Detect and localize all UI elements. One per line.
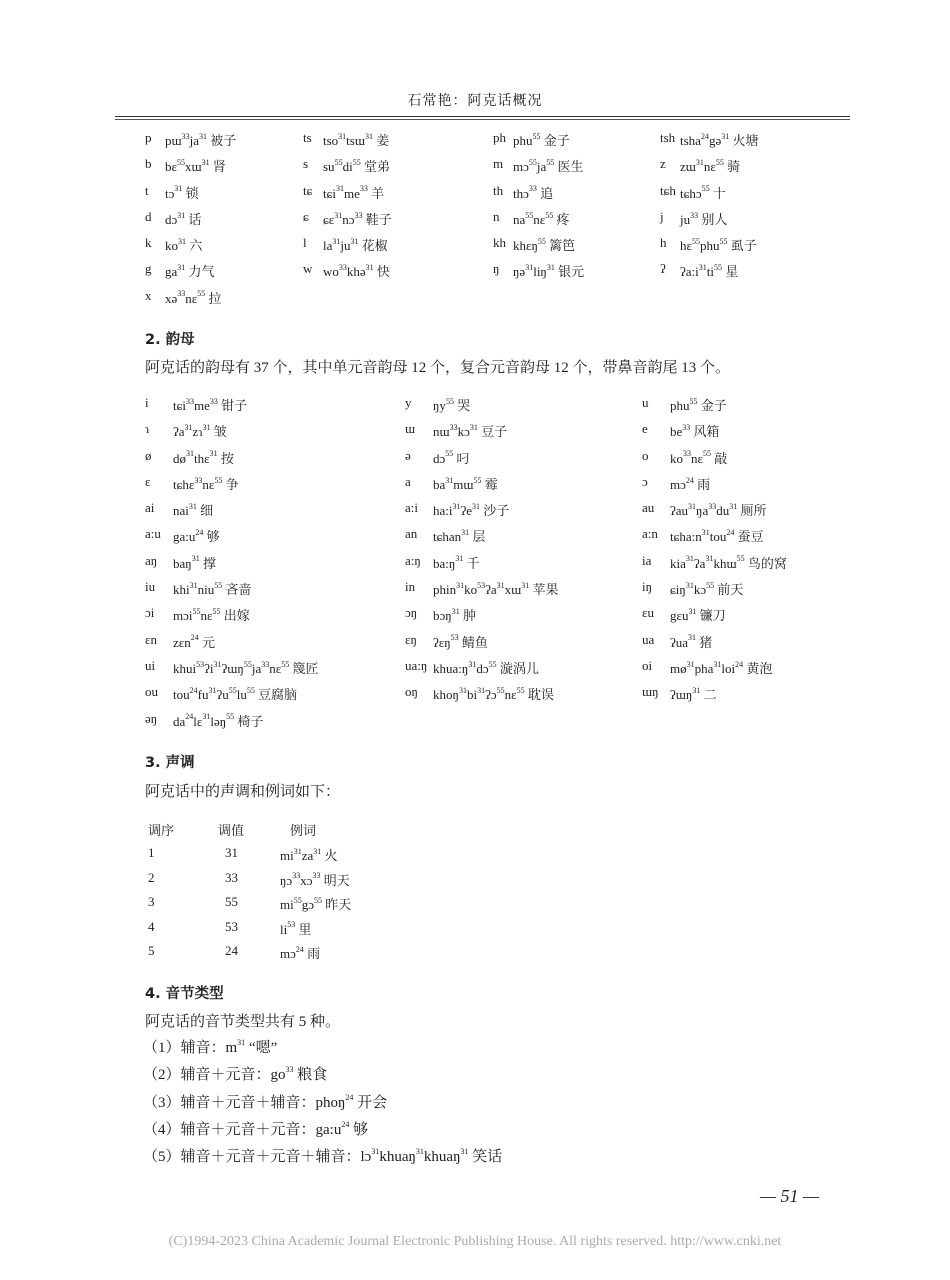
phoneme-symbol: e	[642, 421, 648, 437]
phoneme-entry	[145, 579, 252, 598]
phoneme-example: $pɯ^{33}ja^{31}$ 被子	[165, 131, 237, 148]
phoneme-entry	[303, 182, 385, 201]
phoneme-entry	[145, 631, 215, 650]
phoneme-example: ʔɛŋ$^{53}$ 鲭鱼	[433, 633, 488, 650]
phoneme-symbol: ɕ	[303, 208, 309, 224]
phoneme-example: kia$^{31}$ʔa$^{31}$khɯ$^{55}$ 鸟的窝	[670, 554, 787, 571]
phoneme-example: bɛ$^{55}$xɯ$^{31}$ 肾	[165, 157, 226, 175]
phoneme-example: tɕhan$^{31}$ 层	[433, 528, 486, 545]
phoneme-symbol: h	[660, 235, 667, 251]
phoneme-example: $tɕi^{33}me^{33}$ 钳子	[173, 396, 248, 413]
phoneme-entry	[145, 130, 237, 148]
tone-value: 33	[225, 869, 238, 885]
phoneme-example: $be^{33}$ 风箱	[670, 422, 720, 440]
phoneme-example: $na^{55}nɛ^{55}$ 疼	[513, 210, 570, 227]
phoneme-entry	[145, 526, 220, 545]
phoneme-entry	[405, 605, 476, 624]
phoneme-entry	[493, 156, 584, 175]
phoneme-symbol: th	[493, 182, 504, 198]
phoneme-entry	[660, 235, 757, 254]
phoneme-entry	[660, 130, 759, 148]
phoneme-symbol: ŋ	[493, 261, 500, 277]
phoneme-example: ʔua$^{31}$ 猪	[670, 633, 713, 650]
phoneme-example: $ju^{33}$ 别人	[680, 210, 728, 227]
tone-order: 2	[148, 869, 155, 885]
phoneme-example: baŋ$^{31}$ 撑	[173, 554, 216, 571]
phoneme-symbol: a:u	[145, 526, 161, 542]
running-head: 石常艳：阿克话概况	[407, 94, 543, 109]
phoneme-symbol: ɔi	[145, 605, 155, 621]
phoneme-symbol: t	[145, 182, 149, 198]
phoneme-entry	[642, 473, 711, 492]
phoneme-symbol: aŋ	[145, 552, 158, 568]
tone-value: 53	[225, 918, 238, 934]
phoneme-symbol: s	[303, 156, 309, 172]
phoneme-entry	[660, 208, 728, 227]
phoneme-symbol: y	[405, 395, 412, 410]
phoneme-entry	[405, 421, 508, 440]
page-number: — 51 —	[760, 1186, 820, 1206]
phoneme-entry	[642, 500, 767, 519]
phoneme-example: $dø^{31}thɛ^{31}$ 按	[173, 449, 234, 466]
phoneme-example: ŋə$^{31}$liŋ$^{31}$ 银元	[513, 263, 585, 280]
phoneme-symbol: ɛu	[642, 605, 654, 621]
phoneme-entry	[405, 447, 470, 466]
phoneme-symbol: u	[642, 395, 649, 410]
phoneme-symbol: ɯ	[405, 421, 416, 437]
phoneme-symbol: ua	[642, 631, 655, 647]
section-3-heading: 3. 声调	[145, 755, 195, 771]
phoneme-example: $su^{55}di^{55}$ 堂弟	[323, 157, 390, 175]
phoneme-symbol: ph	[493, 130, 506, 145]
phoneme-symbol: ɛŋ	[405, 631, 417, 647]
section-2-heading: 2. 韵母	[145, 332, 195, 348]
phoneme-entry	[145, 447, 234, 466]
phoneme-symbol: an	[405, 526, 418, 542]
phoneme-example: $la^{31}ju^{31}$ 花椒	[323, 236, 388, 254]
phoneme-example: dɔ$^{31}$ 话	[165, 210, 202, 227]
phoneme-symbol: n	[493, 208, 500, 224]
phoneme-entry	[145, 235, 203, 254]
tone-header-order: 调序	[148, 823, 175, 838]
phoneme-symbol: tɕ	[303, 182, 313, 198]
phoneme-entry	[145, 500, 214, 519]
phoneme-entry	[642, 631, 713, 650]
phoneme-example: khi$^{31}$niu$^{55}$ 吝啬	[173, 580, 252, 598]
phoneme-symbol: o	[642, 447, 649, 463]
phoneme-symbol: p	[145, 130, 152, 145]
phoneme-symbol: ia	[642, 552, 652, 568]
phoneme-entry	[642, 447, 728, 466]
phoneme-symbol: l	[303, 235, 307, 251]
phoneme-entry	[493, 130, 570, 148]
phoneme-example: tɔ$^{31}$ 锁	[165, 184, 199, 201]
phoneme-entry	[303, 261, 390, 280]
syllable-type-item: （1）辅音：$m^{31}$ “嗯”	[143, 1038, 278, 1056]
phoneme-symbol: ɛn	[145, 631, 157, 647]
phoneme-symbol: ui	[145, 657, 156, 673]
phoneme-symbol: ɯŋ	[642, 684, 659, 700]
tone-header-example: 例词	[290, 823, 317, 838]
phoneme-symbol: j	[660, 208, 664, 224]
phoneme-example: mɔ$^{24}$ 雨	[670, 475, 711, 492]
phoneme-example: dɔ$^{55}$ 叼	[433, 449, 470, 466]
phoneme-entry	[493, 261, 585, 280]
phoneme-entry	[405, 500, 510, 519]
phoneme-symbol: əŋ	[145, 710, 158, 726]
phoneme-example: $ha:i^{31}ʔe^{31}$ 沙子	[433, 501, 510, 519]
phoneme-entry	[145, 552, 216, 571]
phoneme-entry	[145, 182, 199, 201]
header-rule	[115, 116, 850, 117]
phoneme-entry	[660, 156, 741, 175]
phoneme-entry	[303, 130, 390, 148]
phoneme-example: nai$^{31}$ 细	[173, 501, 214, 519]
phoneme-example: ɕiŋ$^{31}$kɔ$^{55}$ 前天	[670, 580, 744, 598]
phoneme-example: ʔa$^{31}$zɿ$^{31}$ 皱	[173, 422, 227, 440]
phoneme-example: zɛn$^{24}$ 元	[173, 633, 215, 650]
phoneme-entry	[145, 684, 298, 703]
phoneme-entry	[642, 605, 726, 624]
phoneme-example: ɕɛ$^{31}$nɔ$^{33}$ 鞋子	[323, 210, 392, 227]
section-4-heading: 4. 音节类型	[145, 986, 224, 1002]
phoneme-entry	[642, 395, 727, 413]
phoneme-example: $wo^{33}khə^{31}$ 快	[323, 263, 390, 280]
phoneme-symbol: tɕh	[660, 182, 676, 198]
phoneme-example: gɛu$^{31}$ 镰刀	[670, 607, 726, 624]
tone-example: $mi^{55}gɔ^{55}$ 昨天	[280, 895, 352, 912]
phoneme-symbol: i	[145, 395, 149, 410]
phoneme-entry	[405, 579, 559, 598]
phoneme-symbol: z	[660, 156, 666, 172]
phoneme-symbol: ua:ŋ	[405, 657, 428, 673]
phoneme-symbol: d	[145, 208, 152, 224]
tone-value: 24	[225, 943, 238, 958]
phoneme-example: $ba:ŋ^{31}$ 千	[433, 554, 480, 571]
phoneme-entry	[405, 526, 486, 545]
tone-example: $li^{53}$ 里	[280, 920, 312, 937]
phoneme-symbol: oi	[642, 657, 653, 673]
phoneme-symbol: ou	[145, 684, 158, 700]
phoneme-example: $ga:u^{24}$ 够	[173, 528, 220, 545]
phoneme-example: $ko^{31}$ 六	[165, 236, 203, 254]
copyright-footer: (C)1994-2023 China Academic Journal Electronic Publishing House. All rights reserved. http://www.cnki.net	[168, 1234, 782, 1249]
phoneme-example: tso$^{31}$tsɯ$^{31}$ 姜	[323, 131, 390, 148]
phoneme-symbol: ɛ	[145, 473, 151, 489]
phoneme-entry	[145, 421, 227, 440]
phoneme-entry	[303, 208, 392, 227]
phoneme-entry	[405, 684, 554, 703]
phoneme-example: tɕhɔ$^{55}$ 十	[680, 184, 726, 201]
phoneme-example: $ŋy^{55}$ 哭	[433, 396, 471, 413]
phoneme-example: $mɔ^{55}ja^{55}$ 医生	[513, 157, 584, 175]
phoneme-entry	[303, 235, 388, 254]
phoneme-entry	[493, 235, 576, 254]
phoneme-entry	[145, 287, 222, 306]
phoneme-symbol: au	[642, 500, 655, 516]
phoneme-symbol: oŋ	[405, 684, 418, 700]
phoneme-symbol: ts	[303, 130, 312, 145]
phoneme-example: $ʔa:i^{31}ti^{55}$ 星	[680, 263, 739, 280]
phoneme-symbol: ə	[405, 447, 411, 463]
phoneme-entry	[405, 631, 488, 650]
phoneme-example: $ko^{33}nɛ^{55}$ 敲	[670, 449, 728, 466]
syllable-type-item: （4）辅音＋元音＋元音：$ga:u^{24}$ 够	[143, 1119, 369, 1138]
tone-order: 5	[148, 943, 155, 958]
phoneme-symbol: x	[145, 287, 152, 303]
syllable-type-item: （5）辅音＋元音＋元音＋辅音：lɔ$^{31}$khuaŋ$^{31}$khuaŋ$^{31}$ 笑话	[143, 1147, 503, 1166]
phoneme-example: phu$^{55}$ 金子	[670, 396, 727, 413]
phoneme-entry	[145, 710, 264, 729]
phoneme-symbol: b	[145, 156, 152, 172]
phoneme-example: tɕhɛ$^{33}$nɛ$^{55}$ 争	[173, 475, 239, 492]
phoneme-example: $mø^{31}pha^{31}loi^{24}$ 黄泡	[670, 659, 773, 676]
phoneme-entry	[493, 182, 554, 201]
phoneme-entry	[405, 395, 471, 413]
phoneme-entry	[145, 395, 248, 413]
phoneme-symbol: w	[303, 261, 313, 277]
syllable-type-item: （2）辅音＋元音：$go^{33}$ 粮食	[143, 1065, 328, 1084]
phoneme-symbol: iu	[145, 579, 156, 595]
phoneme-entry	[642, 552, 787, 571]
phoneme-example: $ba^{31}mɯ^{55}$ 霉	[433, 475, 498, 492]
phoneme-symbol: m	[493, 156, 504, 172]
phoneme-entry	[405, 552, 480, 571]
phoneme-symbol: kh	[493, 235, 506, 251]
phoneme-entry	[642, 421, 720, 440]
tone-order: 4	[148, 918, 155, 934]
phoneme-symbol: ɔŋ	[405, 605, 418, 621]
tone-order: 3	[148, 894, 155, 909]
phoneme-example: nɯ$^{33}$kɔ$^{31}$ 豆子	[433, 422, 508, 440]
phoneme-example: phu$^{55}$ 金子	[513, 131, 570, 148]
phoneme-symbol: tsh	[660, 130, 676, 145]
tone-example: ŋɔ$^{33}$xɔ$^{33}$ 明天	[280, 871, 350, 888]
phoneme-symbol: a:ŋ	[405, 552, 421, 568]
phoneme-symbol: ɔ	[642, 473, 648, 489]
tone-value: 31	[225, 845, 238, 860]
phoneme-example: $ʔau^{31}ŋa^{33}du^{31}$ 厕所	[670, 501, 767, 519]
phoneme-entry	[405, 473, 498, 492]
phoneme-entry	[145, 261, 215, 280]
section-3-intro: 阿克话中的声调和例词如下：	[145, 784, 341, 800]
tone-order: 1	[148, 845, 155, 860]
phoneme-entry	[303, 156, 390, 175]
phoneme-entry	[145, 605, 250, 624]
phoneme-symbol: a:n	[642, 526, 658, 542]
phoneme-entry	[145, 473, 239, 492]
phoneme-example: ʔɯŋ$^{31}$ 二	[670, 685, 717, 703]
tone-header-value: 调值	[218, 823, 245, 838]
phoneme-example: thɔ$^{33}$ 追	[513, 184, 554, 201]
phoneme-example: mɔi$^{55}$nɛ$^{55}$ 出嫁	[173, 607, 250, 624]
tone-example: mɔ$^{24}$ 雨	[280, 944, 321, 961]
phoneme-example: $tou^{24}fu^{31}ʔu^{55}lu^{55}$ 豆腐脑	[173, 685, 298, 703]
phoneme-entry	[493, 208, 570, 227]
phoneme-example: xə$^{33}$nɛ$^{55}$ 拉	[165, 289, 222, 306]
phoneme-example: $khui^{53}ʔi^{31}ʔɯŋ^{55}ja^{33}nɛ^{55}$ 篾匠	[173, 659, 319, 676]
phoneme-example: tsha$^{24}$gə$^{31}$ 火塘	[680, 131, 759, 148]
phoneme-symbol: a	[405, 473, 411, 489]
phoneme-symbol: a:i	[405, 500, 418, 516]
phoneme-example: $ga^{31}$ 力气	[165, 263, 215, 280]
phoneme-entry	[145, 208, 202, 227]
phoneme-example: $phin^{31}ko^{53}ʔa^{31}xɯ^{31}$ 苹果	[433, 580, 559, 598]
phoneme-symbol: ʔ	[660, 261, 666, 277]
tone-example: $mi^{31}za^{31}$ 火	[280, 846, 338, 863]
phoneme-entry	[642, 579, 744, 598]
header-rule-thin	[115, 119, 850, 120]
phoneme-example: $khua:ŋ^{31}dɔ^{55}$ 漩涡儿	[433, 659, 539, 676]
phoneme-example: $da^{24}lɛ^{31}ləŋ^{55}$ 椅子	[173, 712, 264, 729]
phoneme-example: zɯ$^{31}$nɛ$^{55}$ 骑	[680, 157, 741, 175]
phoneme-entry	[660, 182, 726, 201]
phoneme-symbol: ø	[145, 447, 152, 463]
tone-value: 55	[225, 894, 238, 909]
phoneme-example: bɔŋ$^{31}$ 肿	[433, 607, 476, 624]
phoneme-symbol: ɿ	[145, 421, 150, 437]
phoneme-symbol: g	[145, 261, 152, 277]
phoneme-example: khɛŋ$^{55}$ 篱笆	[513, 236, 576, 254]
phoneme-entry	[405, 657, 539, 676]
syllable-type-item: （3）辅音＋元音＋辅音：phoŋ$^{24}$ 开会	[143, 1092, 388, 1111]
phoneme-symbol: iŋ	[642, 579, 653, 595]
phoneme-entry	[145, 156, 226, 175]
phoneme-symbol: ai	[145, 500, 155, 516]
phoneme-entry	[660, 261, 739, 280]
section-2-intro: 阿克话的韵母有 37 个，其中单元音韵母 12 个，复合元音韵母 12 个，带鼻音韵尾 13 个。	[145, 360, 731, 376]
phoneme-example: hɛ$^{55}$phu$^{55}$ 虱子	[680, 236, 757, 254]
phoneme-entry	[145, 657, 319, 676]
section-4-intro: 阿克话的音节类型共有 5 种。	[145, 1014, 341, 1030]
phoneme-symbol: in	[405, 579, 416, 595]
phoneme-example: $khoŋ^{31}bi^{31}ʔɔ^{55}nɛ^{55}$ 耽误	[433, 685, 554, 703]
phoneme-example: $tɕi^{31}me^{33}$ 羊	[323, 184, 385, 201]
phoneme-entry	[642, 526, 764, 545]
phoneme-entry	[642, 684, 717, 703]
phoneme-symbol: k	[145, 235, 152, 251]
phoneme-example: $tɕha:n^{31}tou^{24}$ 蚕豆	[670, 528, 764, 545]
phoneme-entry	[642, 657, 773, 676]
